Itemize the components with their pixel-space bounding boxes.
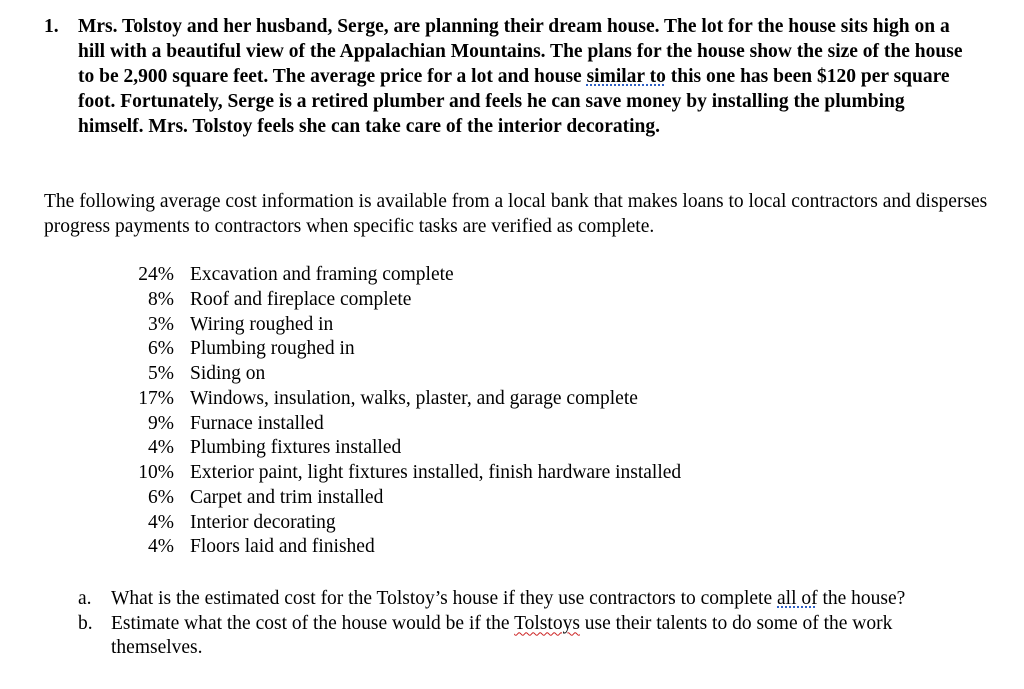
cost-task: Windows, insulation, walks, plaster, and garage complete — [190, 387, 638, 409]
cost-task: Plumbing roughed in — [190, 338, 355, 360]
cost-percent: 10% — [138, 462, 174, 483]
cost-breakdown-list — [124, 263, 681, 560]
question-text-part: Estimate what the cost of the house would be if the — [111, 612, 515, 634]
problem-text-part-1: Mrs. Tolstoy and her husband, Serge, are planning their dream house. The lot for the house sits high on a hill with a beautiful view of the Appalachian Mountains. The plans for the house show the size of the house to be 2,900 square feet. The average price for a lot and house — [78, 16, 963, 87]
question-text — [111, 612, 988, 661]
cost-task: Wiring roughed in — [190, 313, 334, 335]
cost-task: Carpet and trim installed — [190, 486, 384, 508]
problem-statement — [44, 14, 974, 139]
question-b — [78, 612, 988, 661]
question-list — [78, 587, 988, 661]
cost-percent: 5% — [148, 363, 174, 384]
cost-item — [124, 412, 681, 437]
question-text — [111, 587, 988, 612]
cost-task: Siding on — [190, 363, 266, 384]
cost-item — [124, 263, 681, 288]
problem-text — [78, 14, 974, 139]
cost-percent: 24% — [138, 264, 174, 285]
cost-item — [124, 362, 681, 387]
problem-text-part-2: this one has been $120 per square foot. Fortunately, Serge is a retired plumber and feels he can save money by installing the plumbing himself. Mrs. Tolstoy feels she can take care of the interior decorating. — [78, 66, 950, 137]
cost-task: Excavation and framing complete — [190, 264, 454, 285]
cost-item — [124, 387, 681, 412]
cost-task: Interior decorating — [190, 511, 336, 533]
question-text-part: the house? — [817, 588, 906, 609]
question-text-part: use their talents to do some of the work themselves. — [111, 612, 893, 658]
cost-item — [124, 313, 681, 338]
cost-item — [124, 337, 681, 362]
question-label: a. — [78, 588, 92, 609]
cost-item — [124, 535, 681, 560]
cost-task: Furnace installed — [190, 412, 324, 434]
cost-item — [124, 486, 681, 511]
intro-paragraph: The following average cost information is available from a local bank that makes loans to local contractors and disperses progress payments to contractors when specific tasks are verified as complete. — [44, 191, 988, 237]
cost-percent: 4% — [148, 511, 174, 533]
question-text-underlined: all of — [777, 588, 818, 609]
problem-number: 1. — [44, 16, 59, 37]
cost-percent: 9% — [148, 412, 174, 434]
cost-task: Exterior paint, light fixtures installed, finish hardware installed — [190, 462, 682, 483]
cost-task: Plumbing fixtures installed — [190, 437, 402, 459]
cost-percent: 6% — [148, 486, 174, 508]
cost-percent: 17% — [138, 387, 174, 409]
problem-text-underlined: similar to — [586, 66, 666, 87]
question-text-part: What is the estimated cost for the Tolstoy’s house if they use contractors to complete — [111, 588, 777, 609]
cost-item — [124, 511, 681, 536]
cost-percent: 8% — [148, 288, 174, 310]
cost-item — [124, 461, 681, 486]
cost-percent: 4% — [148, 536, 174, 558]
cost-task: Roof and fireplace complete — [190, 288, 412, 310]
cost-percent: 4% — [148, 437, 174, 459]
cost-item — [124, 436, 681, 461]
cost-percent: 3% — [148, 313, 174, 335]
question-text-misspelled: Tolstoys — [514, 612, 580, 634]
cost-task: Floors laid and finished — [190, 536, 375, 558]
cost-item — [124, 288, 681, 313]
question-a — [78, 587, 988, 612]
cost-percent: 6% — [148, 338, 174, 360]
question-label: b. — [78, 612, 93, 634]
